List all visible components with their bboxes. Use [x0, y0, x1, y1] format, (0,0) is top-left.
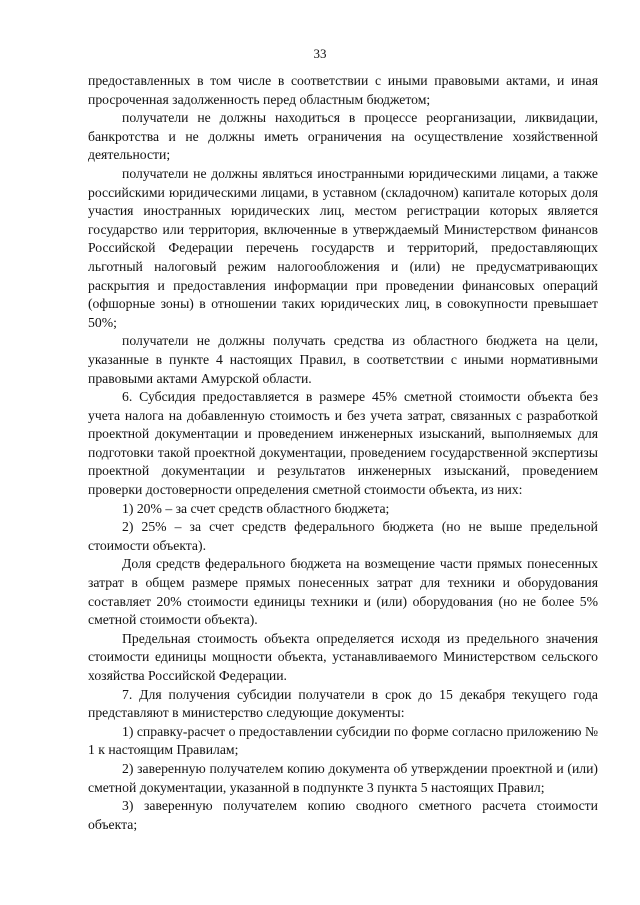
paragraph-doc-1: 1) справку-расчет о предоставлении субсидии по форме согласно приложению № 1 к настоящим Правилам; — [88, 723, 598, 758]
paragraph-no-other-funding: получатели не должны получать средства из областного бюджета на цели, указанные в пункте 4 настоящих Правил, в соответствии с иными нормативными правовыми актами Амурской области. — [88, 333, 598, 386]
paragraph-section-6-subsidy-size: 6. Субсидия предоставляется в размере 45% сметной стоимости объекта без учета налога на добавленную стоимость и без учета затрат, связанных с разработкой проектной документации и проведением инженерных изысканий, выполняемых для подготовки такой проектной документации, проведением государственной экспертизы проектной документации и результатов инженерных изысканий, проведением проверки достоверности определения сметной стоимости объекта, из них: — [88, 389, 598, 498]
paragraph-no-reorganization: получатели не должны находиться в процессе реорганизации, ликвидации, банкротства и не должны иметь ограничения на осуществление хозяйственной деятельности; — [88, 110, 598, 163]
paragraph-federal-equipment-share: Доля средств федерального бюджета на возмещение части прямых понесенных затрат в общем размере прямых понесенных затрат для техники и оборудования составляет 20% стоимости единицы техники и (или) оборудования (но не более 5% сметной стоимости объекта). — [88, 556, 598, 628]
paragraph-doc-3: 3) заверенную получателем копию сводного сметного расчета стоимости объекта; — [88, 798, 598, 832]
document-body — [88, 72, 598, 834]
page-number: 33 — [313, 46, 327, 61]
paragraph-section-7-documents: 7. Для получения субсидии получатели в срок до 15 декабря текущего года представляют в министерство следующие документы: — [88, 686, 598, 721]
paragraph-federal-share: 2) 25% – за счет средств федерального бюджета (но не выше предельной стоимости объекта). — [88, 519, 598, 553]
paragraph-doc-2: 2) заверенную получателем копию документа об утверждении проектной и (или) сметной документации, указанной в подпункте 3 пункта 5 настоящих Правил; — [88, 760, 598, 795]
paragraph-not-foreign-entity: получатели не должны являться иностранными юридическими лицами, а также российскими юридическими лицами, в уставном (складочном) капитале которых доля участия иностранных юридических лиц, местом регистрации которых является государство или территория, включенные в утверждаемый Министерством финансов Российской Федерации перечень государств и территорий, предоставляющих льготный налоговый режим налогообложения и (или) не предусматривающих раскрытия и предоставления информации при проведении финансовых операций (офшорные зоны) в отношении таких юридических лиц, в совокупности превышает 50%; — [88, 165, 598, 330]
paragraph-max-cost: Предельная стоимость объекта определяется исходя из предельного значения стоимости единицы мощности объекта, устанавливаемого Министерством сельского хозяйства Российской Федерации. — [88, 630, 598, 683]
paragraph-continuation: предоставленных в том числе в соответствии с иными правовыми актами, и иная просроченная задолженность перед областным бюджетом; — [88, 73, 598, 107]
paragraph-regional-share: 1) 20% – за счет средств областного бюджета; — [122, 500, 390, 516]
